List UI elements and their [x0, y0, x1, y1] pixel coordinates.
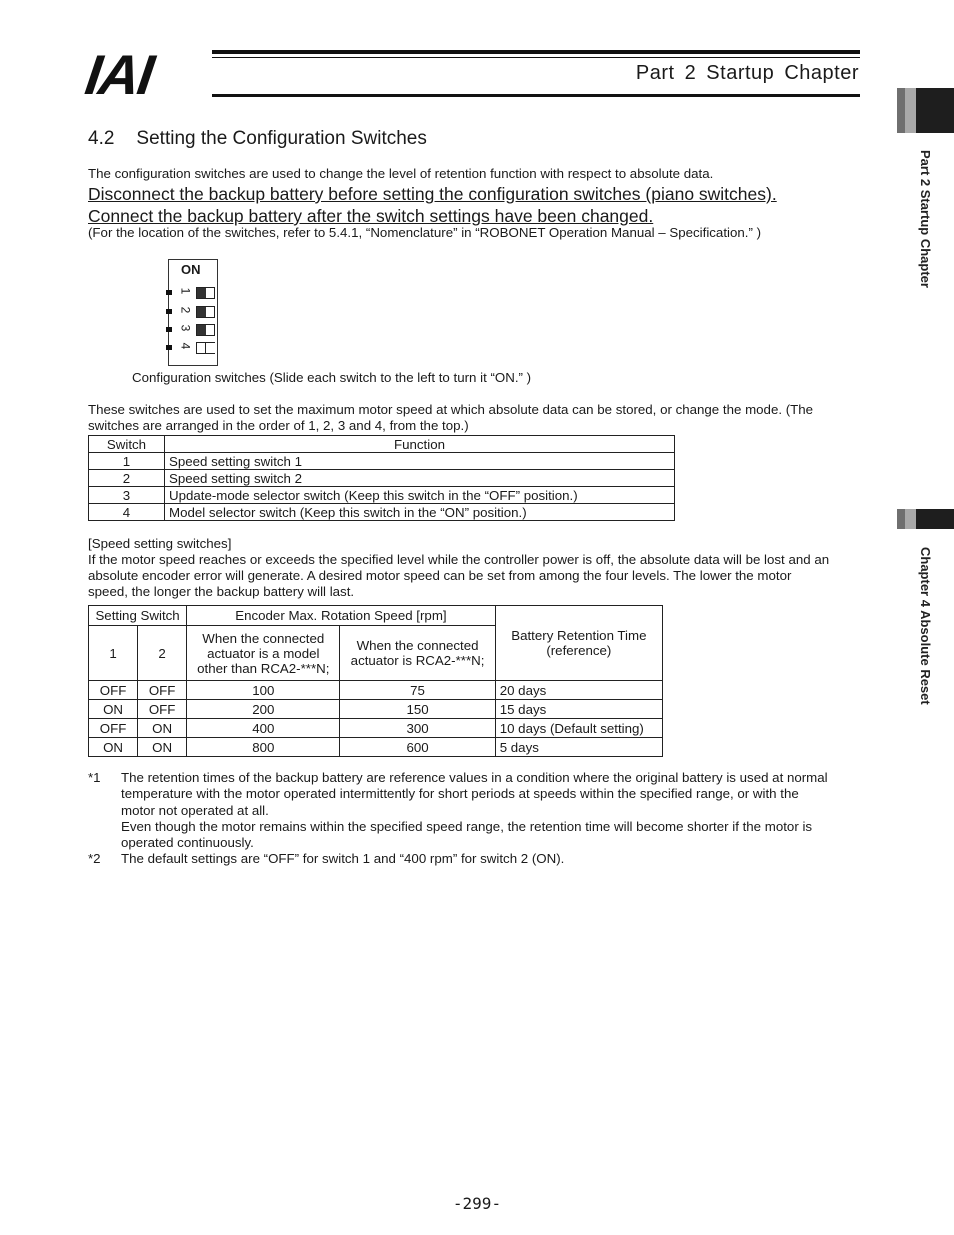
side-tab-part2	[897, 88, 954, 133]
section-number: 4.2	[88, 128, 115, 149]
table-row	[89, 700, 663, 719]
table-cell: Speed setting switch 2	[165, 470, 675, 487]
dip-switch-4: 4	[169, 341, 217, 355]
table-cell: Model selector switch (Keep this switch in the “ON” position.)	[165, 504, 675, 521]
note-mark-2: *2	[88, 851, 101, 866]
table-cell: Update-mode selector switch (Keep this switch in the “OFF” position.)	[165, 487, 675, 504]
dip-knob-4	[205, 343, 215, 353]
speed-setting-table	[88, 605, 663, 757]
side-label-chapter4: Chapter 4 Absolute Reset	[918, 547, 933, 705]
speed-heading: [Speed setting switches]	[88, 536, 232, 551]
table-cell: 10 days (Default setting)	[495, 719, 662, 738]
header-other-actuator: When the connected actuator is a model other than RCA2-***N;	[187, 626, 340, 681]
header-rule-bottom	[212, 94, 860, 97]
intro-paragraph: The configuration switches are used to change the level of retention function with respect to absolute data.	[88, 166, 714, 181]
table-cell: 3	[89, 487, 165, 504]
table-cell: 100	[187, 681, 340, 700]
dip-switch-2: 2	[169, 305, 217, 319]
header-rule-thin	[212, 57, 860, 58]
iai-logo: IAI	[81, 43, 157, 106]
header-switch-2: 2	[138, 626, 187, 681]
table-cell: OFF	[138, 681, 187, 700]
dip-caption: Configuration switches (Slide each switch to the left to turn it “ON.” )	[132, 370, 532, 385]
table-cell: 150	[340, 700, 495, 719]
switch-function-table	[88, 435, 675, 521]
speed-paragraph-line2: absolute encoder error will generate. A desired motor speed can be set from among the four levels. The lower the motor	[88, 568, 792, 583]
page-number: -299-	[452, 1194, 502, 1213]
table-cell: ON	[89, 700, 138, 719]
header-rca2-actuator: When the connected actuator is RCA2-***N;	[340, 626, 495, 681]
dip-knob-3	[197, 325, 206, 335]
note-mark-1: *1	[88, 770, 101, 785]
header-setting-switch: Setting Switch	[89, 606, 187, 626]
table-cell: ON	[138, 738, 187, 757]
chapter-title: Part 2 Startup Chapter	[635, 62, 859, 84]
header-battery-retention: Battery Retention Time (reference)	[495, 606, 662, 681]
table-cell: 5 days	[495, 738, 662, 757]
dip-on-label: ON	[181, 262, 201, 277]
table-cell: 75	[340, 681, 495, 700]
header-encoder-speed: Encoder Max. Rotation Speed [rpm]	[187, 606, 496, 626]
switch-description-line1: These switches are used to set the maximum motor speed at which absolute data can be stored, or change the mode. (The	[88, 402, 814, 417]
dip-switch-1: 1	[169, 286, 217, 300]
table-cell: 1	[89, 453, 165, 470]
table-cell: 300	[340, 719, 495, 738]
note-1: The retention times of the backup battery are reference values in a condition where the original battery is used at normal temperature with the motor operated intermittently for short periods at speeds within the specified range, or with the motor not operated at all. Even though the motor remains within the specified speed range, the retention time will become shorter if the motor is operated continuously.	[121, 770, 828, 851]
table-cell: 15 days	[495, 700, 662, 719]
warning-connect: Connect the backup battery after the switch settings have been changed.	[88, 206, 654, 226]
table-cell: OFF	[138, 700, 187, 719]
speed-paragraph-line3: speed, the longer the backup battery will last.	[88, 584, 355, 599]
side-tab-chapter4	[897, 509, 954, 529]
table-row	[89, 719, 663, 738]
switch-description-line2: switches are arranged in the order of 1, 2, 3 and 4, from the top.)	[88, 418, 469, 433]
table-cell: OFF	[89, 719, 138, 738]
table-header: Function	[165, 436, 675, 453]
section-title	[88, 128, 427, 150]
warning-disconnect: Disconnect the backup battery before setting the configuration switches (piano switches).	[88, 184, 777, 204]
table-row	[89, 453, 675, 470]
speed-paragraph-line1: If the motor speed reaches or exceeds the specified level while the controller power is off, the absolute data will be lost and an	[88, 552, 830, 567]
table-cell: 400	[187, 719, 340, 738]
table-row	[89, 738, 663, 757]
dip-switch-figure	[168, 259, 218, 366]
dip-knob-2	[197, 307, 206, 317]
header-rule	[212, 50, 860, 54]
table-cell: 20 days	[495, 681, 662, 700]
header-switch-1: 1	[89, 626, 138, 681]
table-cell: ON	[89, 738, 138, 757]
side-label-part2: Part 2 Startup Chapter	[918, 150, 933, 288]
table-row	[89, 487, 675, 504]
table-cell: 2	[89, 470, 165, 487]
table-cell: 4	[89, 504, 165, 521]
table-row	[89, 504, 675, 521]
dip-knob-1	[197, 288, 206, 298]
table-cell: OFF	[89, 681, 138, 700]
table-cell: 800	[187, 738, 340, 757]
reference-note: (For the location of the switches, refer to 5.4.1, “Nomenclature” in “ROBONET Operation Manual – Specification.” )	[88, 225, 762, 240]
table-cell: ON	[138, 719, 187, 738]
table-cell: Speed setting switch 1	[165, 453, 675, 470]
table-cell: 200	[187, 700, 340, 719]
table-header: Switch	[89, 436, 165, 453]
table-row	[89, 470, 675, 487]
table-row	[89, 681, 663, 700]
note-2: The default settings are “OFF” for switch 1 and “400 rpm” for switch 2 (ON).	[121, 851, 565, 866]
section-title-text: Setting the Configuration Switches	[136, 128, 427, 149]
table-cell: 600	[340, 738, 495, 757]
dip-switch-3: 3	[169, 323, 217, 337]
